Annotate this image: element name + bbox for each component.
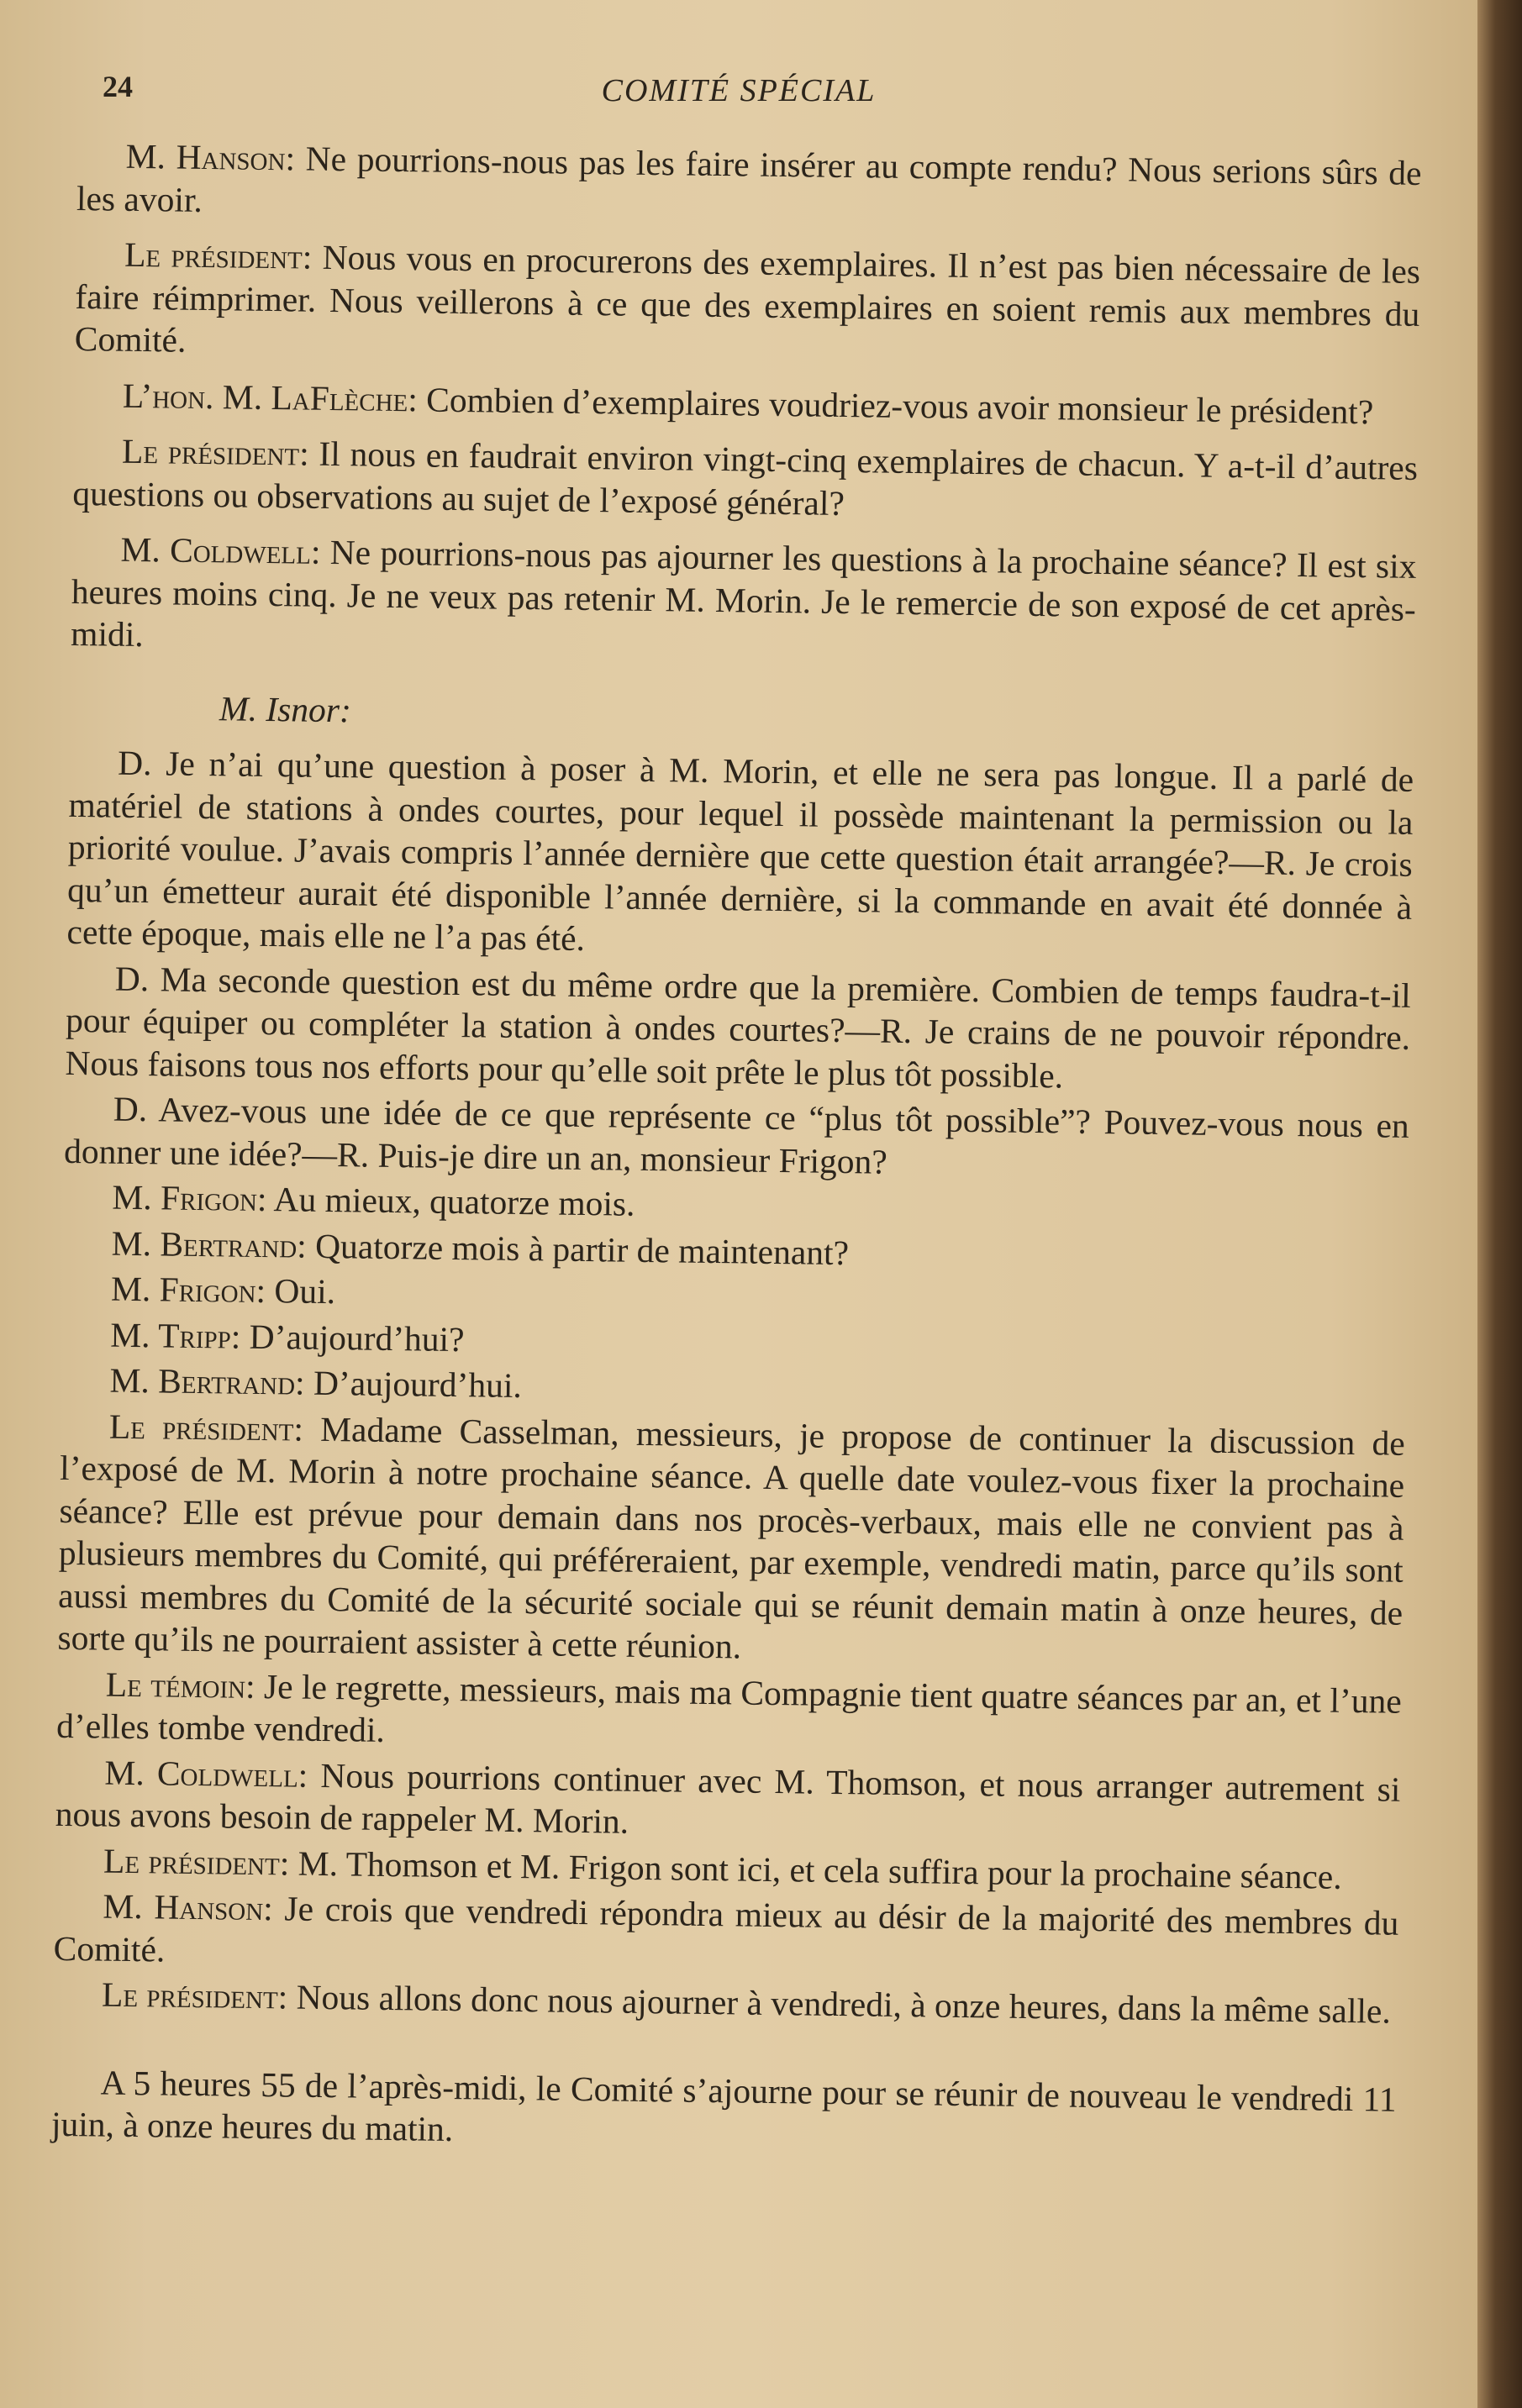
- paragraph: [74, 373, 1419, 433]
- paragraph: [55, 1750, 1401, 1853]
- body-text: [51, 134, 1422, 2163]
- running-title: COMITÉ SPÉCIAL: [601, 73, 877, 108]
- speech-text: D’aujourd’hui.: [304, 1363, 523, 1406]
- speaker-name: M. Coldwell:: [120, 529, 321, 571]
- page-header: [0, 69, 1477, 119]
- speech-text: Nous vous en procurerons des exemplaires. Il n’est pas bien nécessaire de les faire réimprimer. Nous veillerons à ce que des exemplaires en soient remis aux membres du Comité.: [74, 237, 1421, 360]
- page-number: 24: [103, 70, 133, 103]
- speech-text: Il nous en faudrait environ vingt-cinq exemplaires de chacun. Y a-t-il d’autres questions ou observations au sujet de l’exposé général?: [72, 434, 1419, 523]
- speaker-name: M. Bertrand:: [109, 1360, 305, 1402]
- speech-text: Oui.: [265, 1271, 336, 1312]
- speech-text: Ne pourrions-nous pas les faire insérer au compte rendu? Nous serions sûrs de les avoir.: [76, 139, 1422, 219]
- speech-text: Nous pourrions continuer avec M. Thomson, et nous arranger autrement si nous avons besoin de rappeler M. Morin.: [55, 1755, 1401, 1841]
- question-answer: D. Ma seconde question est du même ordre que la première. Combien de temps faudra-t-il pour équiper ou compléter la station à ondes courtes?—R. Je crains de ne pouvoir répondre. Nous faisons tous nos efforts pour qu’elle soit prête le plus tôt possible.: [65, 959, 1412, 1095]
- speaker-name: L’hon. M. LaFlèche:: [122, 376, 419, 418]
- speech-text: M. Thomson et M. Frigon sont ici, et cela suffira pour la prochaine séance.: [289, 1843, 1342, 1896]
- speaker-name: Le président:: [103, 1841, 290, 1882]
- paragraph: [71, 528, 1417, 672]
- question-answer: D. Je n’ai qu’une question à poser à M. Morin, et elle ne sera pas longue. Il a parlé de matériel de stations à ondes courtes, pour lequel il possède maintenant la permission ou la priorité voulue. J’avais compris l’année dernière que cette question était arrangée?—R. Je crois qu’un émetteur aurait été disponible l’année dernière, si la commande en avait été donnée à cette époque, mais elle ne l’a pas été.: [66, 743, 1414, 958]
- paragraph: [57, 1404, 1405, 1676]
- speaker-name: M. Bertrand:: [111, 1223, 308, 1265]
- speech-text: D’aujourd’hui?: [240, 1317, 465, 1359]
- speech-text: Ne pourrions-nous pas ajourner les questions à la prochaine séance? Il est six heures moins cinq. Je ne veux pas retenir M. Morin. Je le remercie de son exposé de cet après-midi.: [70, 532, 1417, 655]
- paragraph: [74, 233, 1420, 377]
- speech-text: Combien d’exemplaires voudriez-vous avoir monsieur le président?: [417, 379, 1374, 431]
- speaker-name: Le président:: [108, 1406, 304, 1448]
- book-binding: [1477, 0, 1522, 2408]
- speaker-name: M. Frigon:: [112, 1177, 267, 1219]
- speaker-name: Le président:: [121, 431, 310, 473]
- speech-text: Je le regrette, messieurs, mais ma Compagnie tient quatre séances par an, et l’une d’elles tombe vendredi.: [55, 1666, 1403, 1749]
- speech-text: Je crois que vendredi répondra mieux au désir de la majorité des membres du Comité.: [53, 1889, 1399, 1969]
- paragraph: [53, 1885, 1398, 1987]
- speech-text: Quatorze mois à partir de maintenant?: [306, 1226, 850, 1272]
- paragraph: [76, 134, 1422, 237]
- speaker-name: M. Frigon:: [110, 1269, 266, 1311]
- paragraph: [56, 1662, 1402, 1764]
- adjournment-note: A 5 heures 55 de l’après-midi, le Comité s’ajourne pour se réunir de nouveau le vendredi 11 juin, à onze heures du matin.: [50, 2063, 1397, 2149]
- question-answer: D. Avez-vous une idée de ce que représente ce “plus tôt possible”? Pouvez-vous nous en donner une idée?—R. Puis-je dire un an, monsieur Frigon?: [63, 1089, 1409, 1181]
- speaker-name: Le témoin:: [105, 1664, 255, 1706]
- speaker-name: Le président:: [101, 1974, 288, 2016]
- speaker-name: Le président:: [124, 234, 313, 276]
- speaker-name: M. Tripp:: [110, 1315, 241, 1356]
- speech-text: Au mieux, quatorze mois.: [266, 1180, 635, 1223]
- section-heading: M. Isnor:: [219, 688, 352, 729]
- speech-text: Madame Casselman, messieurs, je propose de continuer la discussion de l’exposé de M. Morin à notre prochaine séance. A quelle date voulez-vous fixer la prochaine séance? Elle est prévue pour demain dans nos procès-verbaux, mais elle ne convient pas à plusieurs membres du Comité, qui préféreraient, par exemple, vendredi matin, parce qu’ils sont aussi membres du Comité de la sécurité sociale qui se réunit demain matin à onze heures, de sorte qu’ils ne pourraient assister à cette réunion.: [57, 1409, 1406, 1666]
- speaker-name: M. Hanson:: [103, 1886, 274, 1928]
- paragraph: [72, 429, 1418, 532]
- speaker-name: M. Hanson:: [125, 136, 296, 178]
- speaker-name: M. Coldwell:: [104, 1753, 308, 1795]
- speech-text: Nous allons donc nous ajourner à vendredi, à onze heures, dans la même salle.: [287, 1977, 1392, 2031]
